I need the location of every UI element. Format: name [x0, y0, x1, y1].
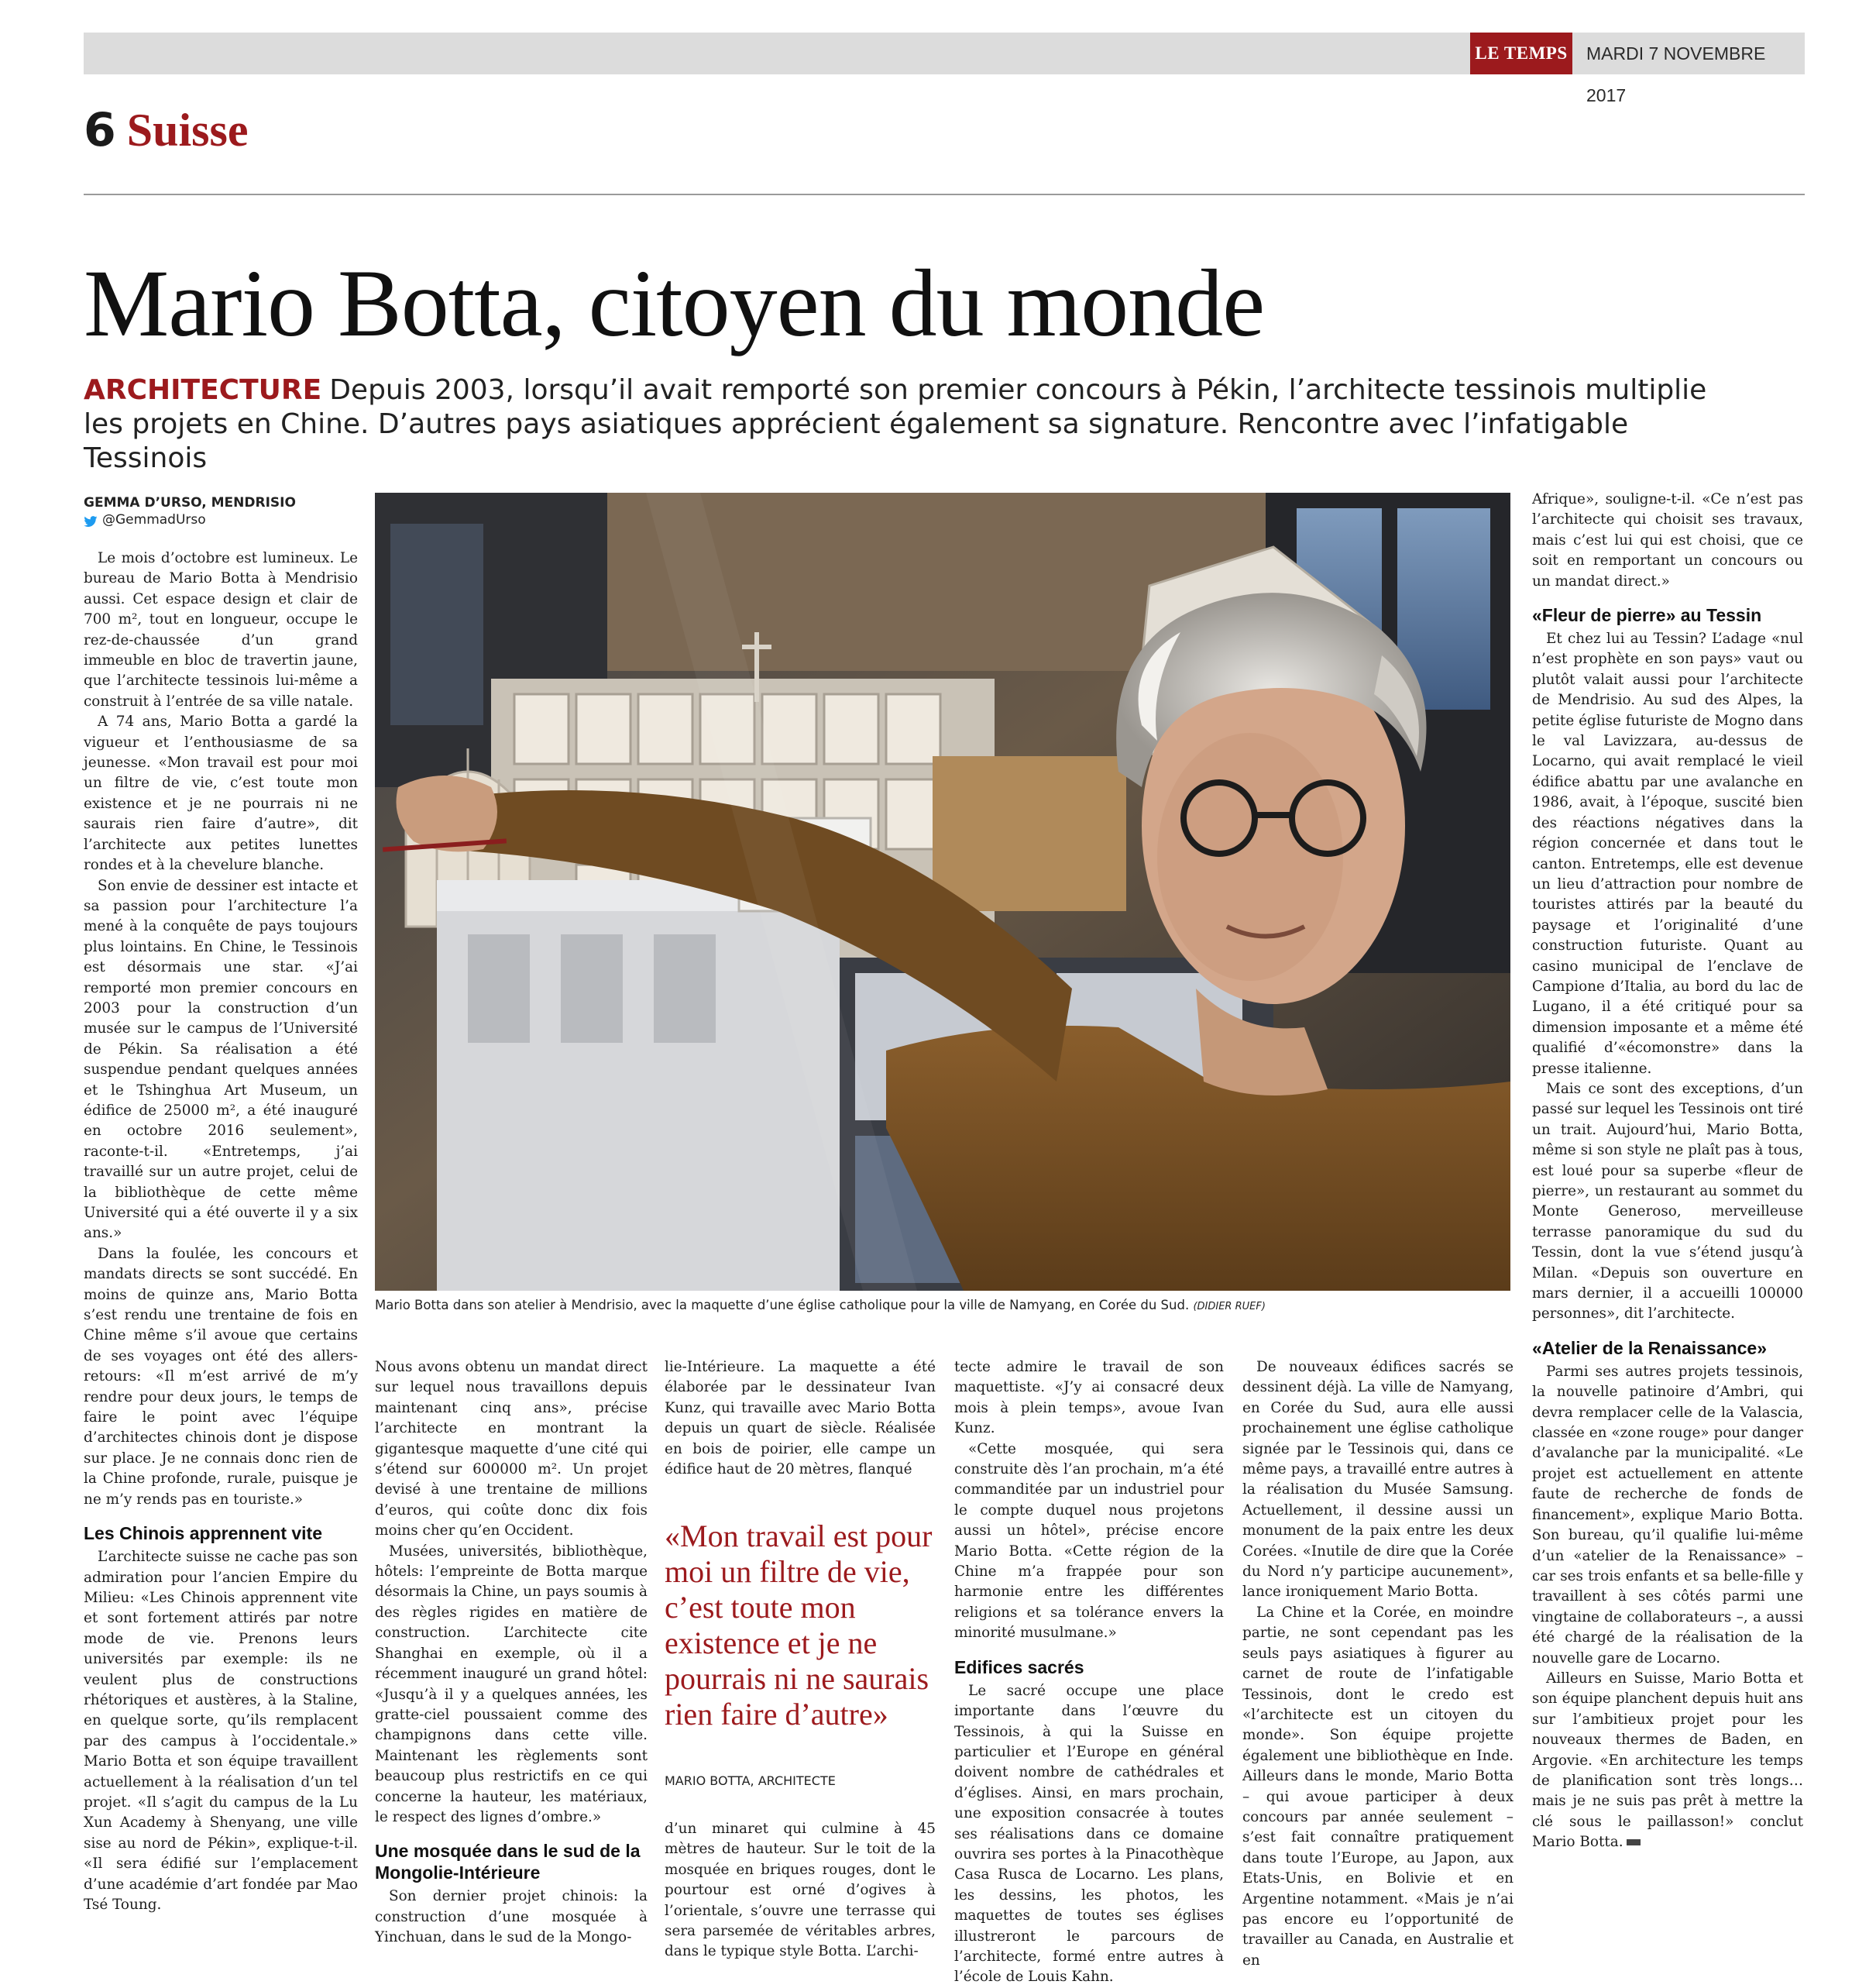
section-title: Suisse	[126, 105, 249, 156]
article-deck	[84, 373, 1726, 476]
article-kicker: ARCHITECTURE	[84, 374, 322, 406]
article-column-3	[665, 1357, 936, 1480]
paragraph: Nous avons obtenu un mandat direct sur lequel nous travaillons depuis maintenant cinq ans», précise l’architecte en montrant la gigantesque maquette d’une cité qui s’étend sur 600000 m². Un projet devisé à une trentaine de millions d’euros, qui coûte donc dix fois moins cher qu’en Occident.	[375, 1359, 648, 1539]
subheading: Edifices sacrés	[954, 1656, 1084, 1677]
article-photo	[375, 493, 1510, 1291]
subheading: «Atelier de la Renaissance»	[1532, 1337, 1767, 1358]
paragraph: Son dernier projet chinois: la construction d’une mosquée à Yinchuan, dans le sud de la Mongo-	[375, 1888, 648, 1946]
photo-botta-atelier	[375, 493, 1510, 1291]
article-column-1	[84, 549, 358, 1915]
byline	[84, 494, 362, 528]
article-column-5	[1242, 1357, 1514, 1971]
subheading: Une mosquée dans le sud de la Mongolie-Intérieure	[375, 1841, 641, 1883]
end-of-article-mark	[1627, 1839, 1641, 1845]
issue-date: MARDI 7 NOVEMBRE 2017	[1586, 43, 1766, 105]
paragraph: La Chine et la Corée, en moindre partie, ne sont cependant pas les seuls pays asiatiques à figurer au carnet de route de l’infatigable Tessinois, dont le credo est «l’architecte est un citoyen du monde». Son équipe projette également une bibliothèque en Inde. Ailleurs dans le monde, Mario Botta – qui avoue participer à deux concours par année seulement – s’est fait connaître pratiquement dans toute l’Europe, au Japon, aux Etats-Unis, en Bolivie et en Argentine notamment. «Mais je n’ai pas encore eu l’opportunité de travailler au Canada, en Australie et en	[1242, 1604, 1514, 1969]
page-number: 6	[84, 103, 116, 157]
article-column-6	[1532, 490, 1803, 1853]
photo-caption	[375, 1297, 1510, 1316]
paragraph: De nouveaux édifices sacrés se dessinent déjà. La ville de Namyang, en Corée du Sud, aura elle aussi prochainement une église catholique signée par le Tessinois qui, dans ce même pays, a travaillé entre autres à la réalisation du Musée Samsung. Actuellement, il dessine aussi un monument de la paix entre les deux Corées. «Inutile de dire que la Corée du Nord n’y participe aucunement», lance ironiquement Mario Botta.	[1242, 1359, 1514, 1601]
paragraph: Dans la foulée, les concours et mandats directs se sont succédé. En moins de quinze ans, Mario Botta s’est rendu une trentaine de fois en Chine même s’il avoue que certains de ses voyages ont été des allers-retours: «Il m’est arrivé de m’y rendre pour deux jours, le temps de faire le point avec l’équipe d’architectes chinois dont je dispose sur place. Je ne connais donc rien de la Chine profonde, rurale, puisque je ne m’y rends pas en touriste.»	[84, 1245, 358, 1508]
subheading: Les Chinois apprennent vite	[84, 1523, 322, 1544]
author-name: GEMMA D’URSO, MENDRISIO	[84, 495, 296, 511]
paragraph: Parmi ses autres projets tessinois, la nouvelle patinoire d’Ambri, qui devra remplacer celle de la Valascia, classée en «zone rouge» pour danger d’avalanche par la municipalité. «Le projet est actuellement en attente faute de recherche de fonds de financement», explique Mario Botta. Son bureau, qu’il qualifie lui-même d’un «atelier de la Renaissance» – car ses trois enfants et sa belle-fille y travaillent à ses côtés parmi une vingtaine de collaborateurs –, a aussi été chargé de la réalisation de la nouvelle gare de Locarno.	[1532, 1363, 1803, 1666]
paragraph: Musées, universités, bibliothèque, hôtels: l’empreinte de Botta marque désormais la Chine, un pays soumis à des règles rigides en matière de construction. L’architecte cite Shanghai en exemple, où il a récemment inauguré un grand hôtel: «Jusqu’à il y a quelques années, les gratte-ciel poussaient comme des champignons dans cette ville. Maintenant les règlements sont beaucoup plus restrictifs en ce qui concerne la hauteur, les matériaux, le respect des lignes d’ombre.»	[375, 1543, 648, 1825]
article-column-2	[375, 1357, 648, 1948]
article-standfirst: Depuis 2003, lorsqu’il avait remporté son premier concours à Pékin, l’architecte tessinois multiplie les projets en Chine. D’autres pays asiatiques apprécient également sa signature. Rencontre avec l’infatigable Tessinois	[84, 374, 1707, 474]
paragraph: Afrique», souligne-t-il. «Ce n’est pas l’architecte qui choisit ses travaux, mais c’est lui qui est choisi, que ce soit en remportant un concours ou un mandat direct.»	[1532, 491, 1803, 590]
paragraph: Son envie de dessiner est intacte et sa passion pour l’architecture l’a mené à la conquête de pays toujours plus lointains. En Chine, le Tessinois est désormais une star. «J’ai remporté mon premier concours en 2003 pour la construction d’un musée sur le campus de l’Université de Pékin. Sa réalisation a été suspendue pendant quelques années et le Tshinghua Art Museum, un édifice de 25000 m², a été inauguré en octobre 2016 seulement», raconte-t-il. «Entretemps, j’ai travaillé sur un autre projet, celui de la bibliothèque de cette même Université qui a été ouverte il y a six ans.»	[84, 877, 358, 1242]
paragraph: «Cette mosquée, qui sera construite dès l’an prochain, m’a été commanditée par un industriel pour le compte duquel nous projetons aussi un hôtel», précise encore Mario Botta. «Cette région de la Chine m’a frappée pour son harmonie entre les différentes religions et sa tolérance envers la minorité musulmane.»	[954, 1440, 1224, 1642]
photo-credit: (DIDIER RUEF)	[1193, 1301, 1266, 1312]
article-column-3-continued	[665, 1819, 936, 1962]
twitter-bird-icon	[84, 514, 98, 525]
paragraph: Le mois d’octobre est lumineux. Le bureau de Mario Botta à Mendrisio aussi. Cet espace design et clair de 700 m², tout en longueur, occupe le rez-de-chaussée d’un grand immeuble en bloc de travertin jaune, que l’architecte tessinois lui-même a construit à l’entrée de sa ville natale.	[84, 550, 358, 710]
twitter-handle: @GemmadUrso	[102, 512, 206, 528]
author-twitter[interactable]	[84, 511, 362, 528]
paragraph	[1532, 1669, 1803, 1853]
paragraph: Et chez lui au Tessin? L’adage «nul n’est prophète en son pays» vaut ou plutôt valait aussi pour l’architecte de Mendrisio. Au sud des Alpes, la petite église futuriste de Mogno dans le val Lavizzara, au-dessus de Locarno, qui avait remplacé le vieil édifice abattu par une avalanche en 1986, avait, à l’époque, suscité bien des réactions négatives dans la région concernée et dans tout le canton. Entretemps, elle est devenue un lieu d’attraction pour nombre de touristes attirés par la beauté du paysage et l’originalité d’une construction futuriste. Quant au casino municipal de l’enclave de Campione d’Italia, au bord du lac de Lugano, il a été critiqué pour sa dimension imposante et a même été qualifié d’«écomonstre» dans la presse italienne.	[1532, 631, 1803, 1077]
paragraph: L’architecte suisse ne cache pas son admiration pour l’ancien Empire du Milieu: «Les Chinois apprennent vite et sont fortement attirés par notre mode de vie. Prenons leurs universités par exemple: ils ne veulent plus de constructions rhétoriques et austères, à la Staline, en quelque sorte, qu’ils remplacent par des campus à l’occidentale.» Mario Botta et son équipe travaillent actuellement à la réalisation d’un tel projet. «Il s’agit du campus de la Lu Xun Academy à Shenyang, une ville sise au nord de Pékin», explique-t-il. «Il sera édifié sur l’emplacement d’une académie d’art fondée par Mao Tsé Toung.	[84, 1549, 358, 1913]
newspaper-brand: LE TEMPS	[1470, 33, 1572, 74]
final-paragraph-text: Ailleurs en Suisse, Mario Botta et son équipe planchent depuis huit ans sur l’ambitieux projet pour les nouveaux thermes de Baden, en Argovie. «En architecture les temps de planification sont très longs… mais je ne suis pas prêt à mettre la clé sous le paillasson!» conclut Mario Botta.	[1532, 1670, 1803, 1851]
page-header	[84, 99, 249, 161]
paragraph: tecte admire le travail de son maquettiste. «J’y ai consacré deux mois à plein temps», avoue Ivan Kunz.	[954, 1359, 1224, 1437]
paragraph: Le sacré occupe une place importante dans l’œuvre du Tessinois, à qui la Suisse en particulier et l’Europe en général doivent nombre de cathédrales et d’églises. Ainsi, en mars prochain, une exposition consacrée à toutes ses réalisations dans ce domaine ouvrira ses portes à la Pinacothèque Casa Rusca de Locarno. Les plans, les dessins, les photos, les maquettes de toutes ses églises illustreront le parcours de l’architecte, formé entre autres à l’école de Louis Kahn.	[954, 1682, 1224, 1986]
article-headline: Mario Botta, citoyen du monde	[84, 250, 1265, 356]
paragraph: lie-Intérieure. La maquette a été élaborée par le dessinateur Ivan Kunz, qui travaille avec Mario Botta depuis un quart de siècle. Réalisée en bois de poirier, elle campe un édifice haut de 20 mètres, flanqué	[665, 1359, 936, 1478]
masthead-bar	[84, 33, 1805, 105]
caption-text: Mario Botta dans son atelier à Mendrisio, avec la maquette d’une église catholique pour la ville de Namyang, en Corée du Sud.	[375, 1298, 1190, 1312]
pull-quote: «Mon travail est pour moi un filtre de vie, c’est toute mon existence et je ne pourrais ni ne saurais rien faire d’autre»	[665, 1519, 933, 1732]
header-divider	[84, 194, 1805, 195]
pull-quote-attribution: MARIO BOTTA, ARCHITECTE	[665, 1773, 836, 1788]
paragraph: Mais ce sont des exceptions, d’un passé sur lequel les Tessinois ont tiré un trait. Aujourd’hui, Mario Botta, même si son style ne plaît pas à tous, est loué pour sa superbe «fleur de pierre», un restaurant au sommet du Monte Generoso, merveilleuse terrasse panoramique du sud du Tessin, dont la vue s’étend jusqu’à Milan. «Depuis son ouverture en mars dernier, il a accueilli 100000 personnes», dit l’architecte.	[1532, 1080, 1803, 1322]
article-column-4	[954, 1357, 1224, 1988]
paragraph: d’un minaret qui culmine à 45 mètres de hauteur. Sur le toit de la mosquée en briques rouges, dont le pourtour est orné d’ogives à l’orientale, s’ouvre une terrasse qui sera parsemée de véritables arbres, dans le typique style Botta. L’archi-	[665, 1821, 936, 1960]
subheading: «Fleur de pierre» au Tessin	[1532, 605, 1762, 626]
paragraph: A 74 ans, Mario Botta a gardé la vigueur et l’enthousiasme de sa jeunesse. «Mon travail est pour moi un filtre de vie, c’est toute mon existence et je ne pourrais ni ne saurais rien faire d’autre», dit l’architecte aux petites lunettes rondes et à la chevelure blanche.	[84, 714, 358, 874]
